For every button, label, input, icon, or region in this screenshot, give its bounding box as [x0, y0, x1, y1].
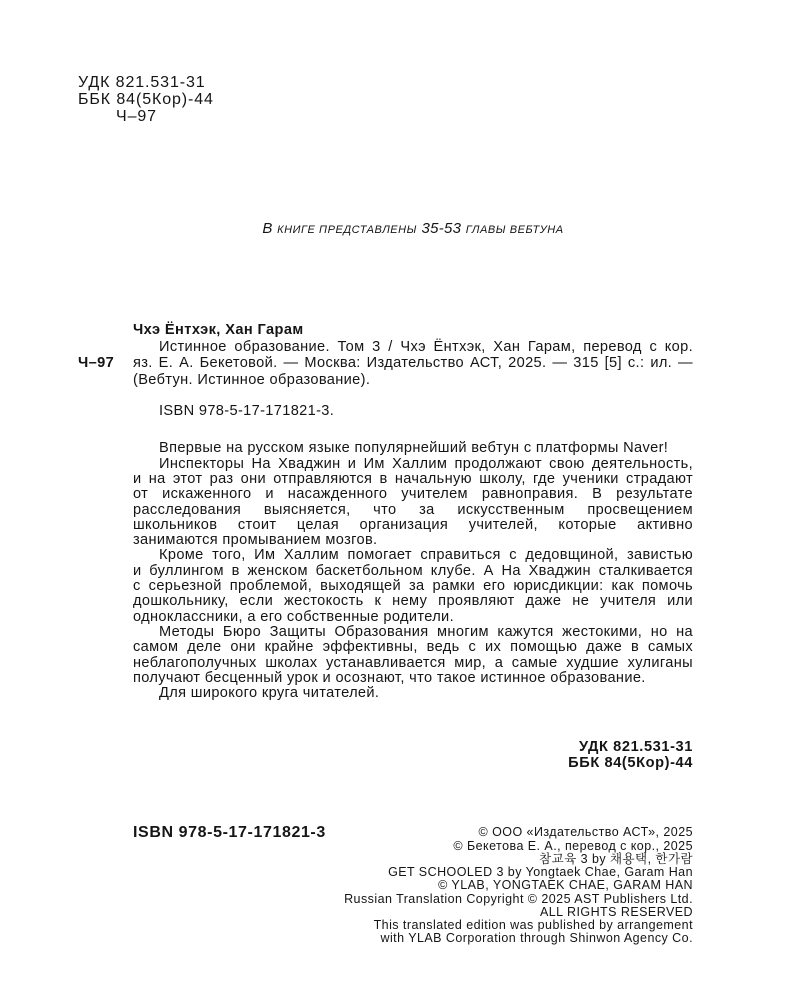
copyright-line: This translated edition was published by arrangement: [373, 918, 693, 933]
annotation: [133, 441, 693, 701]
footer-isbn: ISBN 978-5-17-171821-3: [133, 824, 326, 841]
annotation-line: [133, 457, 693, 472]
annotation-line-text: одноклассники, а его собственные родители.: [133, 608, 454, 625]
annotation-line-text: Для широкого круга читателей.: [159, 685, 380, 702]
catalog-description-text: яз. Е. А. Бекетовой. — Москва: Издательство АСТ, 2025. — 315 [5] с.: ил. —: [133, 355, 693, 372]
annotation-line-text: Инспекторы На Хваджин и Им Халлим продолжают свою деятельность,: [159, 455, 693, 472]
copyright-line: © YLAB, YONGTAEK CHAE, GARAM HAN: [438, 878, 693, 893]
annotation-line-text: и буллингом в женском баскетбольном клубе. А На Хваджин сталкивается: [133, 562, 693, 579]
chapters-note-text: КНИГЕ ПРЕДСТАВЛЕНЫ: [277, 224, 417, 236]
annotation-line: [133, 594, 693, 609]
annotation-line: [133, 656, 693, 671]
copyright-line: with YLAB Corporation through Shinwon Agency Co.: [380, 931, 693, 946]
annotation-line-text: школьников стоит целая организация учителей, которые активно: [133, 516, 693, 533]
copyright-line: ALL RIGHTS RESERVED: [539, 904, 693, 919]
annotation-line-text: Методы Бюро Защиты Образования многим кажутся жестокими, но на: [159, 623, 693, 640]
annotation-line: [133, 487, 693, 502]
catalog-author-mark: Ч–97: [78, 355, 115, 371]
annotation-line: [133, 625, 693, 640]
chapters-note-text: ГЛАВЫ ВЕБТУНА: [465, 224, 564, 236]
annotation-line-text: от искаженного и насажденного учителем равноправия. В результате: [133, 486, 693, 503]
annotation-line: [133, 610, 693, 625]
bbk-code: ББК 84(5Кор)-44: [568, 755, 693, 771]
annotation-line-text: расследования выясняется, что за искусственным просвещением: [133, 501, 693, 518]
udk-code: УДК 821.531-31: [78, 74, 206, 91]
annotation-line: [133, 548, 693, 563]
annotation-line: [133, 671, 693, 686]
annotation-line: [133, 579, 693, 594]
annotation-line-text: с серьезной проблемой, выходящей за рамки его юрисдикции: как помочь: [133, 578, 693, 595]
author-mark: Ч–97: [116, 108, 157, 125]
copyright-line: © Бекетова Е. А., перевод с кор., 2025: [453, 838, 693, 853]
footer-classification: [568, 739, 693, 771]
annotation-line-text: Кроме того, Им Халлим помогает справиться с дедовщиной, завистью: [159, 547, 693, 564]
annotation-line-text: самом деле они крайне эффективны, ведь с их помощью даже в самых: [133, 639, 693, 656]
annotation-line: [133, 441, 693, 456]
annotation-line: [133, 503, 693, 518]
copyright-line: Russian Translation Copyright © 2025 AST Publishers Ltd.: [344, 891, 693, 906]
annotation-line: [133, 533, 693, 548]
chapters-note-lead: В: [262, 220, 273, 237]
catalog-entry: [133, 322, 693, 388]
chapters-range: 35-53: [421, 220, 462, 237]
catalog-description-line: [133, 339, 693, 356]
annotation-line-text: Впервые на русском языке популярнейший вебтун с платформы Naver!: [159, 440, 669, 457]
copyright-line: © ООО «Издательство АСТ», 2025: [478, 825, 693, 840]
annotation-paragraph: [133, 686, 693, 701]
annotation-line: [133, 564, 693, 579]
annotation-line-text: получают бесценный урок и осознают, что такое истинное образование.: [133, 669, 646, 686]
annotation-line-text: неблагополучных школах устанавливается мир, а самые худшие хулиганы: [133, 654, 693, 671]
copyright-block: [344, 826, 693, 945]
header-classification: [78, 74, 214, 125]
catalog-isbn: ISBN 978-5-17-171821-3.: [159, 402, 335, 419]
annotation-line-text: дошкольнику, если жестокость к нему проявляют даже не учителя или: [133, 593, 693, 610]
annotation-paragraph: [133, 441, 693, 456]
catalog-description-line: [133, 372, 693, 389]
annotation-line-text: и на этот раз они отправляются в начальную школу, где ученики страдают: [133, 470, 693, 487]
catalog-authors: Чхэ Ёнтхэк, Хан Гарам: [133, 322, 304, 338]
annotation-paragraph: [133, 457, 693, 549]
catalog-description-line: [133, 355, 693, 372]
catalog-description-text: Истинное образование. Том 3 / Чхэ Ёнтхэк, Хан Гарам, перевод с кор.: [159, 338, 693, 355]
annotation-line: [133, 640, 693, 655]
annotation-line: [133, 518, 693, 533]
annotation-paragraph: [133, 625, 693, 686]
annotation-line: [133, 686, 693, 701]
annotation-line: [133, 472, 693, 487]
udk-code: УДК 821.531-31: [579, 739, 693, 755]
copyright-line: GET SCHOOLED 3 by Yongtaek Chae, Garam Han: [388, 865, 693, 880]
chapters-note: [133, 219, 693, 240]
copyright-line: 참교육 3 by 채용택, 한가람: [539, 851, 693, 866]
catalog-description-text: (Вебтун. Истинное образование).: [133, 371, 371, 388]
annotation-line-text: занимаются промыванием мозгов.: [133, 532, 378, 549]
annotation-paragraph: [133, 548, 693, 624]
bbk-code: ББК 84(5Кор)-44: [78, 91, 214, 108]
